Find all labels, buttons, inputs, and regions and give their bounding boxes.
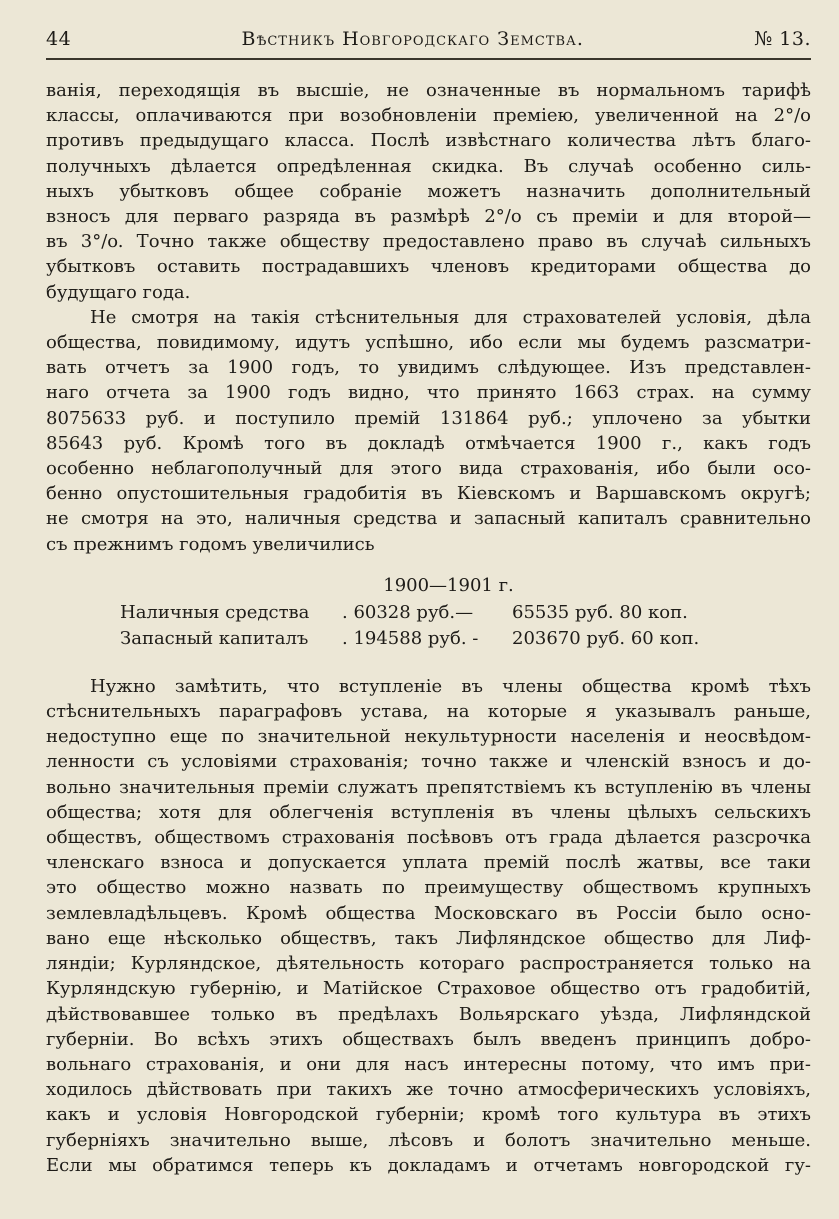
text-line: не смотря на это, наличныя средства и запасный капиталъ сравнительно xyxy=(46,508,811,530)
text-line: наго отчета за 1900 годъ видно, что принято 1663 страх. на сумму xyxy=(46,382,811,404)
issue-number: № 13. xyxy=(754,28,811,50)
text-line: обществъ, обществомъ страхованія посѣвовъ отъ града дѣлается разсрочка xyxy=(46,827,811,849)
funds-table xyxy=(46,575,811,652)
page-number: 44 xyxy=(46,28,72,50)
text-line: членскаго взноса и допускается уплата премій послѣ жатвы, все таки xyxy=(46,852,811,874)
text-line: убытковъ оставить пострадавшихъ членовъ кредиторами общества до xyxy=(46,256,811,278)
text-line: противъ предыдущаго класса. Послѣ извѣстнаго количества лѣтъ благо- xyxy=(46,130,811,152)
text-line: взносъ для перваго разряда въ размѣрѣ 2°/o съ преміи и для второй— xyxy=(46,206,811,228)
header-rule xyxy=(46,58,811,60)
text-line: вольно значительныя преміи служатъ препятствіемъ къ вступленію въ члены xyxy=(46,776,811,798)
text-line: ванія, переходящія въ высшіе, не означенные въ нормальномъ тарифѣ xyxy=(46,80,811,101)
text-line: общества, повидимому, идутъ успѣшно, ибо если мы будемъ разсматри- xyxy=(46,332,811,354)
text-line: это общество можно назвать по преимуществу обществомъ крупныхъ xyxy=(46,877,811,899)
row-value-1900: . 60328 руб.— xyxy=(342,601,474,623)
text-line: землевладѣльцевъ. Кромѣ общества Московскаго въ Россіи было осно- xyxy=(46,902,811,924)
row-label: Запасный капиталъ xyxy=(120,627,309,649)
text-line: губерніи. Во всѣхъ этихъ обществахъ былъ введенъ принципъ добро- xyxy=(46,1028,811,1050)
text-line: вать отчетъ за 1900 годъ, то увидимъ слѣдующее. Изъ представлен- xyxy=(46,357,811,379)
text-line: недоступно еще по значительной некультурности населенія и неосвѣдом- xyxy=(46,726,811,748)
text-line: ленности съ условіями страхованія; точно также и членскій взносъ и до- xyxy=(46,751,811,773)
paragraph-3 xyxy=(46,674,811,1178)
text-line: какъ и условія Новгородской губерніи; кромѣ того культура въ этихъ xyxy=(46,1104,811,1126)
text-line: 85643 руб. Кромѣ того въ докладѣ отмѣчается 1900 г., какъ годъ xyxy=(46,432,811,454)
paragraph-1 xyxy=(46,78,811,305)
row-value-1900: . 194588 руб. - xyxy=(342,627,479,649)
text-line: будущаго года. xyxy=(46,281,191,303)
text-line: съ прежнимъ годомъ увеличились xyxy=(46,533,375,555)
text-line: Нужно замѣтить, что вступленіе въ члены общества кромѣ тѣхъ xyxy=(90,675,811,697)
text-line: бенно опустошительныя градобитія въ Кіевскомъ и Варшавскомъ округѣ; xyxy=(46,483,811,505)
text-line: дѣйствовавшее только въ предѣлахъ Вольярскаго уѣзда, Лифляндской xyxy=(46,1003,811,1025)
table-row xyxy=(46,626,811,652)
row-value-1901: 65535 руб. 80 коп. xyxy=(512,601,688,623)
row-value-1901: 203670 руб. 60 коп. xyxy=(512,627,700,649)
text-line: Если мы обратимся теперь къ докладамъ и отчетамъ новгородской гу- xyxy=(46,1154,811,1176)
text-line: Курляндскую губернію, и Матійское Страховое общество отъ градобитій, xyxy=(46,978,811,1000)
table-row xyxy=(46,600,811,626)
text-line: вольнаго страхованія, и они для насъ интересны потому, что имъ при- xyxy=(46,1053,811,1075)
text-line: вано еще нѣсколько обществъ, такъ Лифляндское общество для Лиф- xyxy=(46,927,811,949)
text-line: особенно неблагополучный для этого вида страхованія, ибо были осо- xyxy=(46,458,811,480)
table-year-heading: 1900—1901 г. xyxy=(383,574,514,596)
text-line: общества; хотя для облегченія вступленія въ члены цѣлыхъ сельскихъ xyxy=(46,801,811,823)
paragraph-2 xyxy=(46,305,811,557)
text-line: получныхъ дѣлается опредѣленная скидка. Въ случаѣ особенно силь- xyxy=(46,155,811,177)
text-line: классы, оплачиваются при возобновленіи преміею, увеличенной на 2°/o xyxy=(46,105,811,127)
text-line: губерніяхъ значительно выше, лѣсовъ и болотъ значительно меньше. xyxy=(46,1129,811,1151)
page-header xyxy=(46,28,811,58)
text-line: Не смотря на такія стѣснительныя для страхователей условія, дѣла xyxy=(90,306,811,328)
text-line: ныхъ убытковъ общее собраніе можетъ назначить дополнительный xyxy=(46,180,811,202)
text-line: 8075633 руб. и поступило премій 131864 руб.; уплочено за убытки xyxy=(46,407,811,429)
text-line: стѣснительныхъ параграфовъ устава, на которые я указывалъ раньше, xyxy=(46,701,811,723)
text-line: ходилось дѣйствовать при такихъ же точно атмосферическихъ условіяхъ, xyxy=(46,1079,811,1101)
journal-title: Вѣстникъ Новгородскаго Земства. xyxy=(241,28,584,50)
row-label: Наличныя средства xyxy=(120,601,310,623)
text-line: ляндіи; Курляндское, дѣятельность котораго распространяется только на xyxy=(46,953,811,975)
text-line: въ 3°/o. Точно также обществу предоставлено право въ случаѣ сильныхъ xyxy=(46,231,811,253)
